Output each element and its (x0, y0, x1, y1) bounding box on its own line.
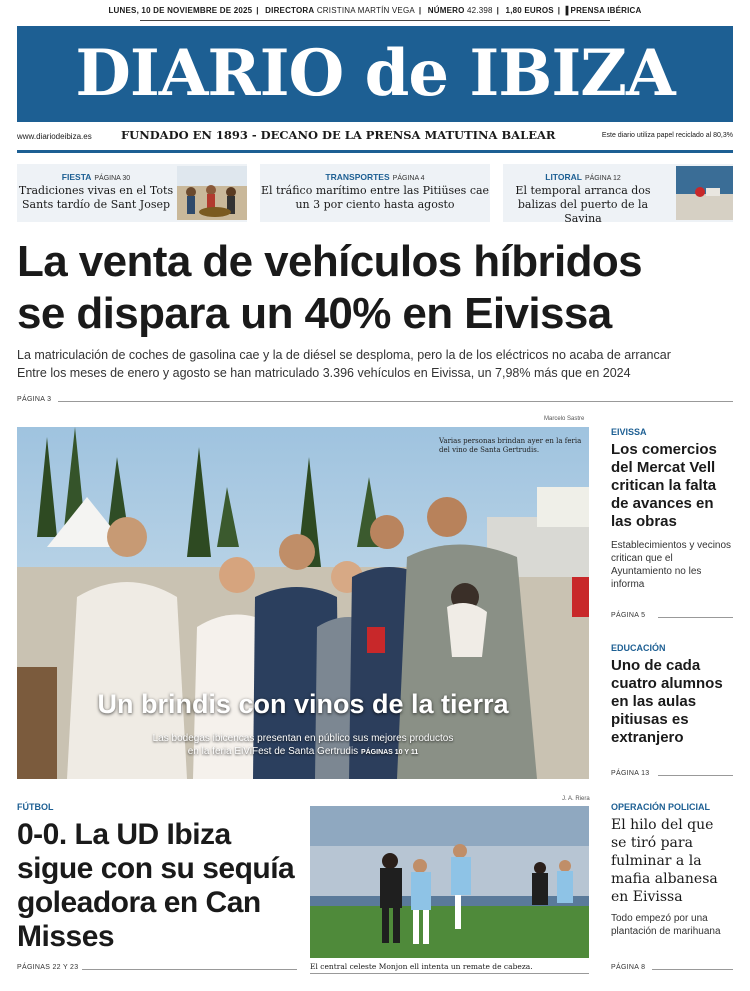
sidebar-page-ref: PÁGINA 13 (611, 770, 650, 777)
group-logo-icon: ▐ (562, 6, 569, 15)
founded-tagline: FUNDADO EN 1893 - DECANO DE LA PRENSA MATUTINA BALEAR (121, 128, 556, 142)
sidebar-text: Todo empezó por una plantación de marihuana (611, 913, 721, 937)
sidebar-eivissa[interactable] (611, 427, 733, 591)
teaser-text: Tradiciones vivas en el Tots Sants tardío de Sant Josep (18, 184, 174, 211)
lead-headline-line-2: se dispara un 40% en Eivissa (17, 289, 612, 338)
sidebar-rule (652, 969, 733, 970)
sport-credit: J. A. Riera (562, 796, 590, 802)
teaser-litoral[interactable] (503, 164, 733, 225)
hero-page-ref: PÁGINAS 10 Y 11 (360, 749, 419, 756)
hero-subtitle-line-2: en la feria EiViFest de Santa Gertrudis (187, 746, 359, 757)
sidebar-section: OPERACIÓN POLICIAL (611, 802, 711, 812)
price: 1,80 EUROS (505, 6, 554, 15)
hero-subtitle-line-1: Las bodegas ibicencas presentan en público sus mejores productos (152, 733, 454, 744)
sport-headline[interactable]: 0-0. La UD Ibiza sigue con su sequía goleadora en Can Misses (17, 818, 295, 953)
masthead-subline (17, 126, 733, 148)
sidebar-page-ref: PÁGINA 5 (611, 612, 646, 619)
sidebar-page-ref: PÁGINA 8 (611, 964, 646, 971)
sport-rule (82, 969, 297, 970)
teaser-page: PÁGINA 12 (584, 175, 621, 182)
litoral-photo-icon (676, 166, 733, 220)
sidebar-rule (658, 617, 733, 618)
sidebar-headline: Los comercios del Mercat Vell critican la falta de avances en las obras (611, 441, 717, 530)
hero-credit: Marcelo Sastre (544, 416, 585, 422)
sidebar-rule (658, 775, 733, 776)
teaser-transportes[interactable] (260, 164, 490, 222)
football-photo-icon[interactable] (310, 806, 589, 958)
teaser-text: El tráfico marítimo entre las Pitiüses cae un 3 por ciento hasta agosto (260, 184, 490, 211)
sport-section: FÚTBOL (17, 802, 54, 812)
top-info-bar: LUNES, 10 DE NOVIEMBRE DE 2025 | DIRECTORA CRISTINA MARTÍN VEGA | NÚMERO 42.398 | 1,80 EUROS | ▐ PRENSA IBÉRICA (0, 6, 750, 15)
sidebar-operacion[interactable] (611, 802, 733, 938)
lead-deck-line-2: Entre los meses de enero y agosto se han matriculado 3.396 vehículos en Eivissa, un 7,98% más que en 2024 (17, 366, 631, 380)
sidebar-section: EDUCACIÓN (611, 643, 666, 653)
lead-rule (58, 401, 733, 402)
sidebar-section: EIVISSA (611, 427, 647, 437)
newspaper-title: DIARIO de IBIZA (75, 36, 675, 111)
teaser-section: LITORAL (545, 172, 582, 182)
masthead-rule (17, 150, 733, 153)
hero-photo-caption: Varias personas brindan ayer en la feria del vino de Santa Gertrudis. (439, 437, 582, 454)
teaser-text: El temporal arranca dos balizas del puerto de la Savina (515, 184, 651, 225)
wine-fair-photo-icon (17, 427, 589, 779)
lead-page-ref: PÁGINA 3 (17, 396, 52, 403)
sidebar-headline: El hilo del que se tiró para fulminar a la mafia albanesa en Eivissa (611, 817, 718, 905)
hero-subtitle (17, 732, 589, 759)
sport-photo-caption: El central celeste Monjon ell intenta un remate de cabeza. (310, 962, 533, 971)
teaser-section: FIESTA (61, 172, 92, 182)
publisher-group: PRENSA IBÉRICA (570, 6, 642, 15)
sport-photo-rule (310, 973, 589, 974)
sport-page-ref: PÁGINAS 22 Y 23 (17, 964, 79, 971)
teaser-page: PÁGINA 30 (94, 175, 131, 182)
recycled-note: Este diario utiliza papel reciclado al 80,3% (601, 132, 733, 139)
sidebar-headline: Uno de cada cuatro alumnos en las aulas pitiusas es extranjero (611, 657, 723, 746)
fiesta-photo-icon (177, 166, 247, 220)
issue-number: 42.398 (467, 6, 493, 15)
teaser-page: PÁGINA 4 (392, 175, 425, 182)
masthead (17, 26, 733, 122)
top-divider (140, 20, 610, 21)
director-name: CRISTINA MARTÍN VEGA (316, 6, 415, 15)
hero-photo[interactable] (17, 427, 589, 779)
sidebar-text: Establecimientos y vecinos critican que el Ayuntamiento no les informa (611, 540, 732, 590)
teaser-section: TRANSPORTES (325, 172, 390, 182)
lead-headline[interactable] (17, 236, 733, 340)
issue-date: LUNES, 10 DE NOVIEMBRE DE 2025 (108, 6, 253, 15)
lead-deck (17, 346, 733, 382)
hero-title: Un brindis con vinos de la tierra (97, 689, 509, 719)
teaser-fiesta[interactable] (17, 164, 247, 222)
website: www.diariodeibiza.es (17, 132, 92, 141)
sidebar-educacion[interactable] (611, 643, 733, 747)
director-label: DIRECTORA (265, 6, 315, 15)
lead-headline-line-1: La venta de vehículos híbridos (17, 237, 643, 286)
lead-deck-line-1: La matriculación de coches de gasolina cae y la de diésel se desploma, pero la de los eléctricos no acaba de arrancar (17, 348, 671, 362)
number-label: NÚMERO (427, 6, 465, 15)
